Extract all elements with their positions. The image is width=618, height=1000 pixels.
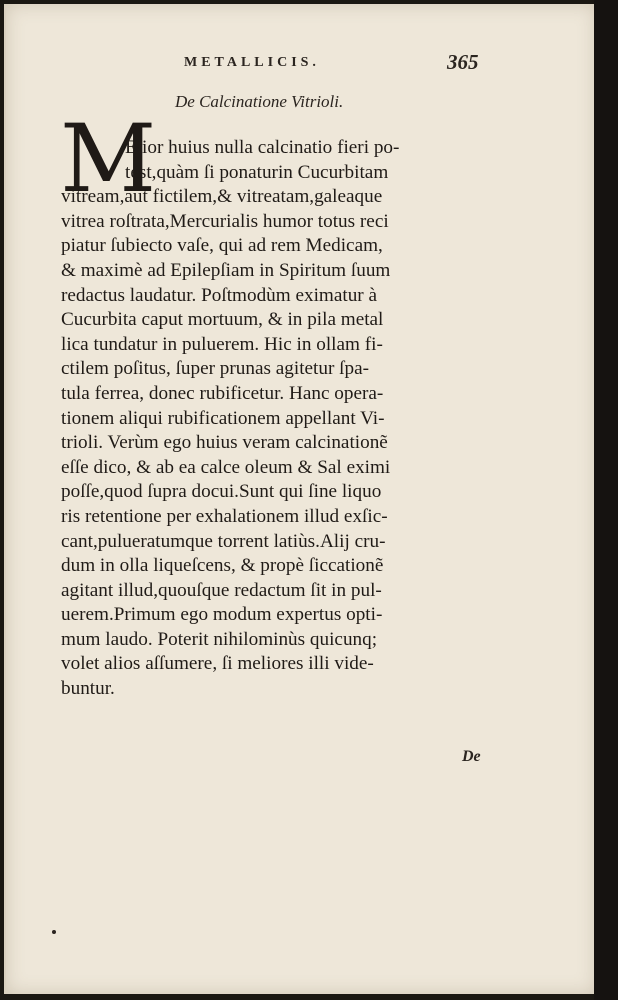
running-head: METALLICIS. [184, 55, 320, 70]
text-line: ris retentione per exhalationem illud exſic- [61, 505, 388, 527]
page-number: 365 [447, 50, 479, 74]
text-line: Elior huius nulla calcinatio fieri po- [125, 137, 400, 158]
text-line: mum laudo. Poterit nihilominùs quicunq; [61, 628, 378, 650]
text-line: uerem.Primum ego modum expertus opti- [61, 604, 383, 626]
text-line: redactus laudatur. Poſtmodùm eximatur à [61, 284, 377, 306]
text-line: Cucurbita caput mortuum, & in pila metal [61, 309, 384, 331]
text-line: piatur ſubiecto vaſe, qui ad rem Medicam, [61, 235, 383, 257]
section-title: De Calcinatione Vitrioli. [175, 92, 344, 111]
text-line: lica tundatur in puluerem. Hic in ollam fi- [61, 333, 383, 355]
page-edge [594, 0, 618, 1000]
ink-spot [52, 930, 56, 934]
text-line: agitant illud,quouſque redactum ſit in pul- [61, 579, 382, 601]
text-line: dum in olla liqueſcens, & propè ſiccationẽ [61, 555, 384, 577]
text-line: poſſe,quod ſupra docui.Sunt qui ſine liquo [61, 481, 382, 503]
text-line: vitrea roſtrata,Mercurialis humor totus reci [61, 210, 389, 232]
body-text [61, 136, 501, 702]
text-line: volet alios aſſumere, ſi meliores illi vide- [61, 653, 374, 675]
catchword: De [462, 748, 481, 765]
text-line: ctilem poſitus, ſuper prunas agitetur ſpa- [61, 358, 369, 380]
text-line: vitream,aut fictilem,& vitreatam,galeaque [61, 186, 383, 208]
text-line: cant,pulueratumque torrent latiùs.Alij cru- [61, 530, 386, 552]
text-line: trioli. Verùm ego huius veram calcinationẽ [61, 432, 388, 454]
text-line: buntur. [61, 678, 115, 700]
drop-cap: M [60, 105, 157, 214]
text-line: test,quàm ſi ponaturin Cucurbitam [125, 161, 389, 183]
text-line: & maximè ad Epilepſiam in Spiritum ſuum [61, 259, 391, 281]
text-line: eſſe dico, & ab ea calce oleum & Sal eximi [61, 456, 391, 478]
text-line: tula ferrea, donec rubificetur. Hanc opera- [61, 382, 384, 404]
text-line: tionem aliqui rubificationem appellant Vi- [61, 407, 385, 429]
